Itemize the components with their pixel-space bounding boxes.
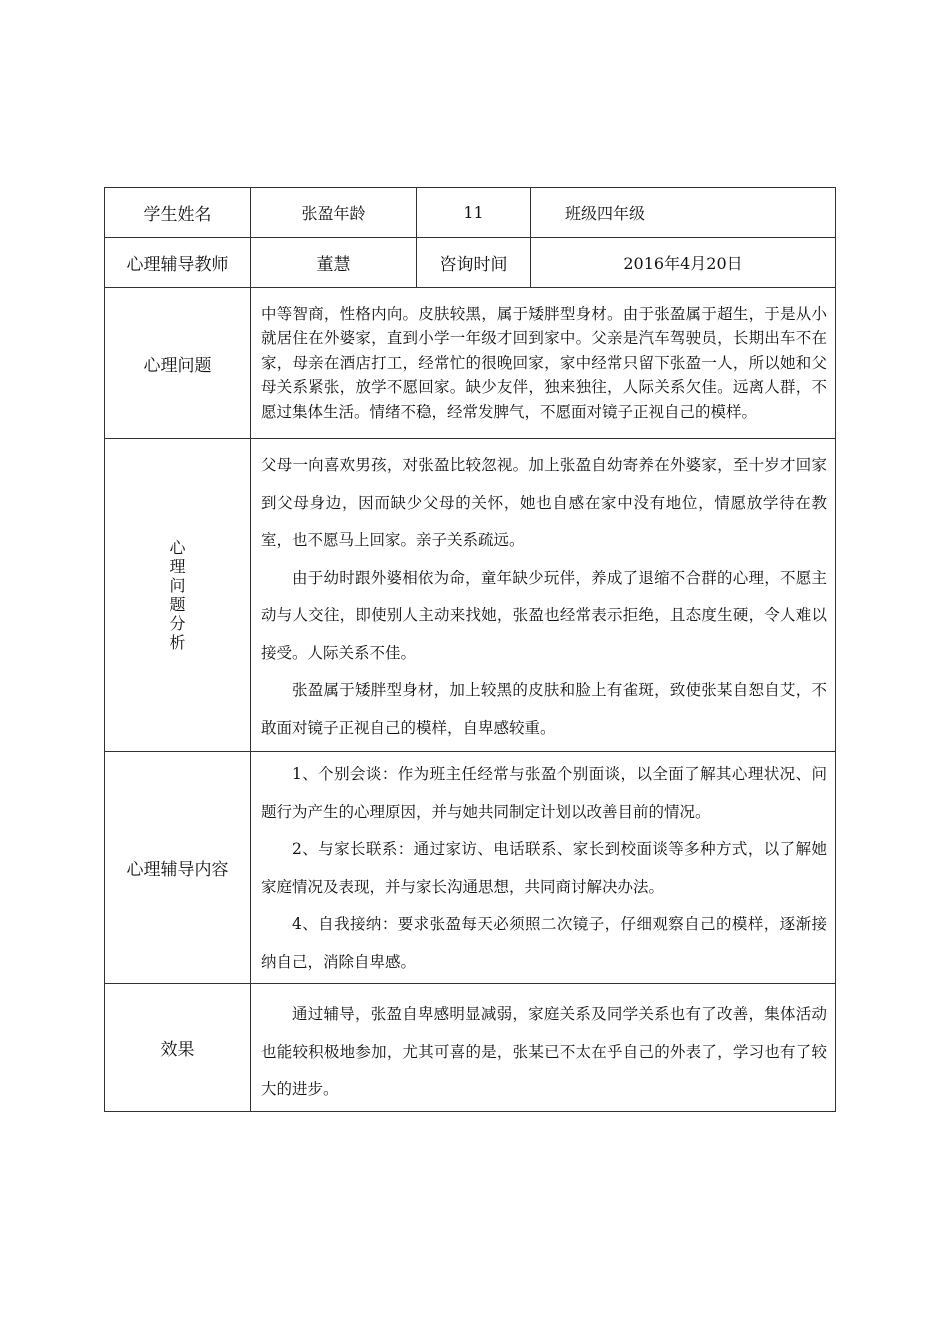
- problem-text: 中等智商，性格内向。皮肤较黑，属于矮胖型身材。由于张盈属于超生，于是从小就居住在外婆家，直到小学一年级才回到家中。父亲是汽车驾驶员，长期出车不在家，母亲在酒店打工，经常忙的很晚回家，家中经常只留下张盈一人，所以她和父母关系紧张，放学不愿回家。缺少友伴，独来独往，人际关系欠佳。远离人群，不愿过集体生活。情绪不稳，经常发脾气，不愿面对镜子正视自己的模样。: [251, 288, 836, 439]
- content-row: [105, 752, 836, 984]
- effect-label: 效果: [105, 984, 251, 1112]
- effect-row: [105, 984, 836, 1112]
- effect-text: [251, 984, 836, 1112]
- analysis-label: 心理问题分析: [105, 439, 251, 752]
- class-text: 班级四年级: [531, 188, 836, 238]
- student-name-label: 学生姓名: [105, 188, 251, 238]
- consult-time-value: 2016年4月20日: [531, 238, 836, 288]
- problem-row: [105, 288, 836, 439]
- age-value: 11: [417, 188, 531, 238]
- name-age-label: 张盈年龄: [251, 188, 417, 238]
- analysis-paragraph-1: 父母一向喜欢男孩，对张盈比较忽视。加上张盈自幼寄养在外婆家，至十岁才回家到父母身边，因而缺少父母的关怀，她也自感在家中没有地位，情愿放学待在教室，也不愿马上回家。亲子关系疏远。: [261, 456, 827, 549]
- analysis-text: [251, 439, 836, 752]
- content-paragraph-2: 2、与家长联系：通过家访、电话联系、家长到校面谈等多种方式，以了解她家庭情况及表现，并与家长沟通思想，共同商讨解决办法。: [261, 840, 827, 896]
- teacher-value: 董慧: [251, 238, 417, 288]
- teacher-info-row: [105, 238, 836, 288]
- counseling-record-table: [104, 187, 836, 1112]
- content-paragraph-3: 4、自我接纳：要求张盈每天必须照二次镜子，仔细观察自己的模样，逐渐接纳自己，消除自卑感。: [261, 915, 827, 971]
- analysis-row: [105, 439, 836, 752]
- analysis-paragraph-3: 张盈属于矮胖型身材，加上较黑的皮肤和脸上有雀斑，致使张某自恕自艾，不敢面对镜子正视自己的模样，自卑感较重。: [261, 681, 827, 737]
- consult-time-label: 咨询时间: [417, 238, 531, 288]
- student-info-row: [105, 188, 836, 238]
- effect-paragraph: 通过辅导，张盈自卑感明显减弱，家庭关系及同学关系也有了改善，集体活动也能较积极地参加，尤其可喜的是，张某已不太在乎自己的外表了，学习也有了较大的进步。: [261, 1005, 827, 1098]
- content-paragraph-1: 1、个别会谈：作为班主任经常与张盈个别面谈，以全面了解其心理状况、问题行为产生的心理原因，并与她共同制定计划以改善目前的情况。: [261, 765, 827, 821]
- content-text: [251, 752, 836, 984]
- analysis-paragraph-2: 由于幼时跟外婆相依为命，童年缺少玩伴，养成了退缩不合群的心理，不愿主动与人交往，即使别人主动来找她，张盈也经常表示拒绝，且态度生硬，令人难以接受。人际关系不佳。: [261, 568, 827, 662]
- problem-label: 心理问题: [105, 288, 251, 439]
- teacher-label: 心理辅导教师: [105, 238, 251, 288]
- content-label: 心理辅导内容: [105, 752, 251, 984]
